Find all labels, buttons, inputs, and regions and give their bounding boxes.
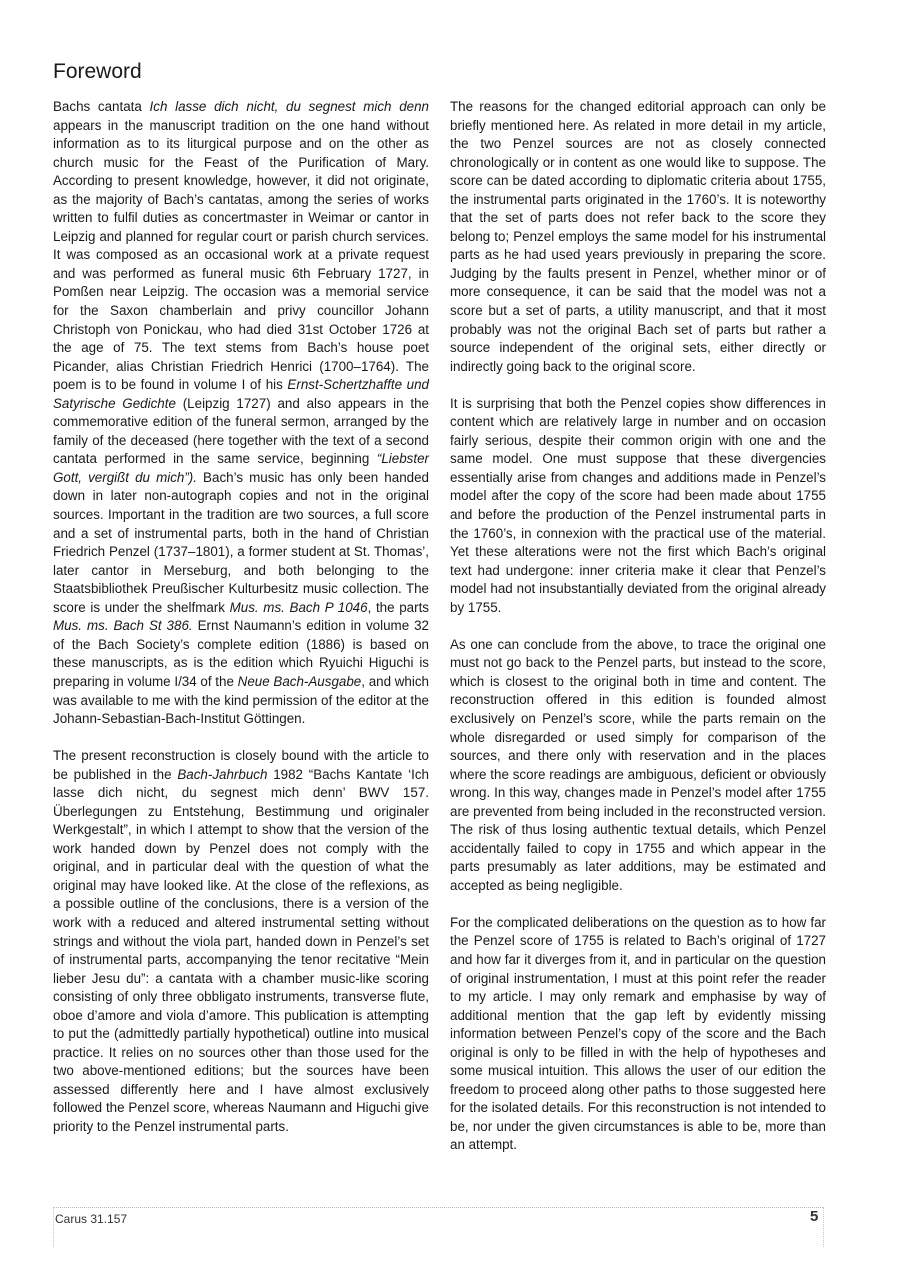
footer-left-rule — [53, 1207, 54, 1247]
paragraph — [53, 98, 429, 729]
paragraph: As one can conclude from the above, to trace the original one must not go back to the Penzel parts, but instead to the score, which is closest to the original both in time and content. The reconstruction offered in this edition is founded almost exclusively on Penzel’s score, while the parts remain on the whole disregarded or used simply for comparison of the sources, and there only with reservation and in the places where the score readings are ambiguous, deficient or obviously wrong. In this way, changes made in Penzel’s model after 1755 are prevented from being included in the reconstructed version. The risk of thus losing authentic textual details, which Penzel accidentally failed to copy in 1755 and which appear in the parts presumably as later additions, may be estimated and accepted as being negligible. — [450, 636, 826, 893]
paragraph — [53, 747, 429, 1136]
text-run: Bach’s music has only been handed down in later non-autograph copies and not in the original sources. Important in the tradition are two sources, a full score and a set of instrumental parts, both in the hand of Christian Friedrich Penzel (1737–1801), a former student at St. Thomas’, later cantor in Merseburg, and both belonging to the Staatsbibliothek Preußischer Kulturbesitz music collection. The score is under the shelfmark — [53, 469, 429, 615]
footer-right-rule — [823, 1207, 824, 1247]
text-run: 1982 “Bachs Kantate ‘Ich lasse dich nicht, du segnest mich denn’ BWV 157. Überlegungen zu Entstehung, Bestimmung und originaler Werkgestalt”, in which I attempt to show that the version of the work handed down by Penzel does not comply with the original, and in particular deal with the question of what the original may have looked like. At the close of the reflexions, as a possible outline of the conclusions, there is a version of the work with a reduced and altered instrumental setting without strings and without the viola part, handed down in Penzel’s set of instrumental parts, accompanying the tenor recitative “Mein lieber Jesu du”: a cantata with a chamber music-like scoring consisting of only three obbligato instruments, transverse flute, oboe d’amore and viola d’amore. This publication is attempting to put the (admittedly partially hypothetical) outline into musical practice. It relies on no sources other than those used for the two above-mentioned editions; but the sources have been assessed differently here and I have almost exclusively followed the Penzel score, whereas Naumann and Higuchi give priority to the Penzel instrumental parts. — [53, 766, 429, 1135]
italic-text: “Liebster Gott, vergißt du mich”). — [53, 451, 429, 485]
text-run: Ernst Naumann’s edition in volume 32 of the Bach Society’s complete edition (1886) is based on these manuscripts, as is the edition which Ryuichi Higuchi is preparing in volume I/34 of the — [53, 618, 429, 689]
text-run: Bachs cantata — [53, 99, 150, 114]
paragraph: It is surprising that both the Penzel copies show differences in content which are relatively large in number and on occasion fairly serious, despite their common origin with one and the same model. One must suppose that these divergencies essentially arise from changes and additions made in Penzel’s model after the copy of the score had been made about 1755 and before the production of the Penzel instrumental parts in the 1760’s, in connexion with the practical use of the material. Yet these alterations were not the first which Bach’s original text had undergone: inner criteria make it clear that Penzel’s model had not insubstantially deviated from the original already by 1755. — [450, 395, 826, 615]
footer-rule — [53, 1207, 823, 1208]
italic-text: Ernst-Schertzhaffte und Satyrische Gedichte — [53, 377, 429, 411]
catalog-number: Carus 31.157 — [55, 1212, 128, 1226]
italic-text: Mus. ms. Bach P 1046 — [229, 599, 368, 615]
left-column — [53, 98, 429, 1137]
paragraph: The reasons for the changed editorial approach can only be briefly mentioned here. As related in more detail in my article, the two Penzel sources are not as closely connected chronologically or in content as one would like to suppose. The score can be dated according to diplomatic criteria about 1755, the instrumental parts originated in the 1760’s. It is noteworthy that the set of parts does not refer back to the score they belong to; Penzel employs the same model for his instrumental parts as he had used years previously in preparing the score. Judging by the faults present in Penzel, whether minor or of more consequence, it can be said that the model was not a score but a set of parts, a utility manuscript, and that it most probably was not the original Bach set of parts but rather a source independent of the original sets, either directly or indirectly going back to the original score. — [450, 99, 826, 374]
italic-text: Neue Bach-Ausgabe — [237, 673, 362, 689]
text-run: , the parts — [367, 599, 429, 615]
italic-text: Bach-Jahrbuch — [177, 766, 268, 782]
page-number: 5 — [810, 1208, 819, 1225]
right-column — [450, 98, 826, 1155]
text-run: (Leipzig 1727) and also appears in the commemorative edition of the funeral sermon, arranged by the family of the deceased (here together with the text of a second cantata performed in the same service, beginning — [53, 395, 429, 467]
paragraph: For the complicated deliberations on the question as to how far the Penzel score of 1755 is related to Bach’s original of 1727 and how far it diverges from it, and in particular on the question of original instrumentation, I must at this point refer the reader to my article. I may only remark and emphasise by way of additional mention that the gap left by evidently missing information between Penzel’s copy of the score and the Bach original is only to be filled in with the help of hypotheses and some musical intuition. This allows the user of our edition the freedom to proceed along other paths to those suggested here for the isolated details. For this reconstruction is not intended to be, nor under the given circumstances is able to be, more than an attempt. — [450, 914, 826, 1153]
italic-text: Ich lasse dich nicht, du segnest mich denn — [149, 99, 429, 114]
page-title: Foreword — [53, 60, 142, 83]
text-run: The present reconstruction is closely bound with the article to be published in the — [53, 748, 429, 782]
italic-text: Mus. ms. Bach St 386. — [53, 618, 193, 634]
text-run: , and which was available to me with the kind permission of the editor at the Johann-Sebastian-Bach-Institut Göttingen. — [53, 673, 430, 727]
text-run: appears in the manuscript tradition on the one hand without information as to its liturgical purpose and on the other as church music for the Feast of the Purification of Mary. According to present knowledge, however, it did not originate, as the majority of Bach’s cantatas, among the series of works written to fulfil duties as concertmaster in Weimar or cantor in Leipzig and planned for regular court or parish church services. It was composed as an occasional work at a private request and was performed as funeral music 6th February 1727, in Pomßen near Leipzig. The occasion was a memorial service for the Saxon chamberlain and privy councillor Johann Christoph von Ponickau, who had died 31st October 1726 at the age of 75. The text stems from Bach’s house poet Picander, alias Christian Friedrich Henrici (1700–1764). The poem is to be found in volume I of his — [53, 117, 429, 393]
